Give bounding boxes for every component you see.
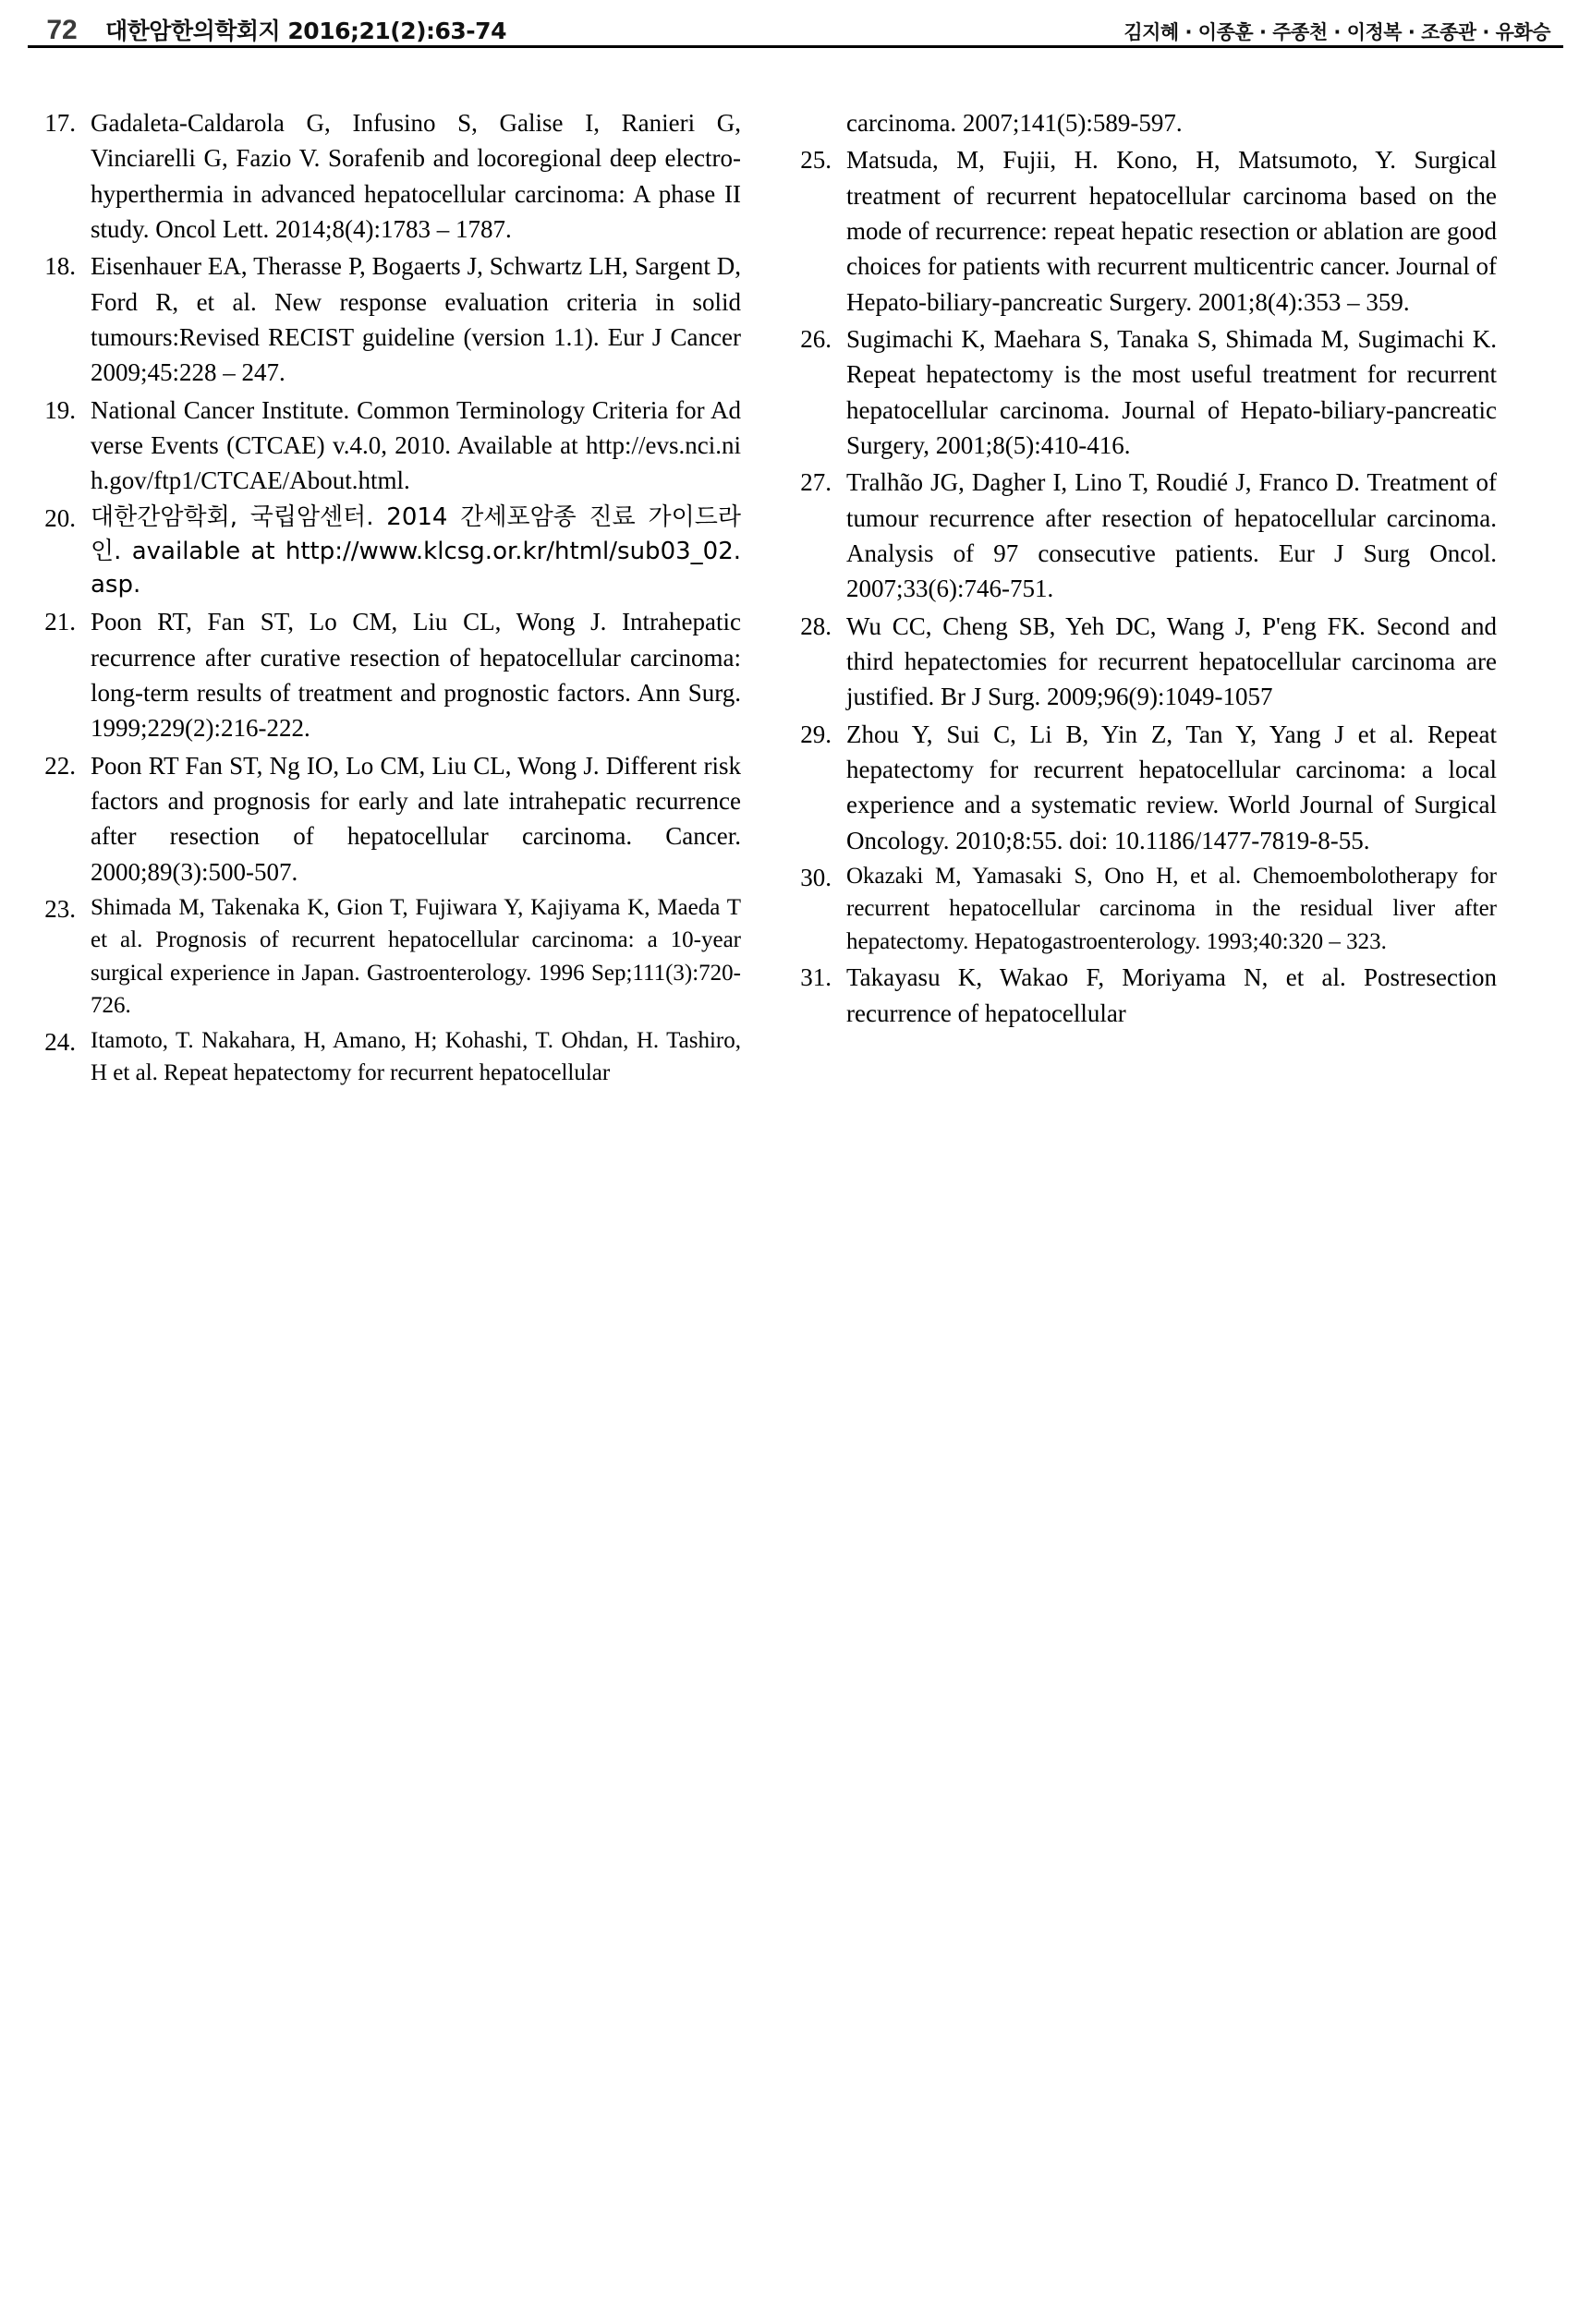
reference-item	[795, 860, 1497, 959]
reference-item	[39, 105, 741, 247]
reference-text: Gadaleta-Caldarola G, Infusino S, Galise I, Ranieri G, Vinciarelli G, Fazio V. Sorafenib and locoregional deep electro-hyperthermia in advanced hepatocellular carcinoma: A phase II study. Oncol Lett. 2014;8(4):1783 – 1787.	[91, 109, 741, 243]
reference-number: 26.	[800, 324, 832, 353]
reference-item	[39, 891, 741, 1023]
reference-number: 24.	[44, 1027, 76, 1056]
reference-text: National Cancer Institute. Common Terminology Criteria for Adverse Events (CTCAE) v.4.0, 2010. Available at http://evs.nci.nih.gov/ftp1/CTCAE/About.html.	[91, 395, 741, 495]
reference-text: Okazaki M, Yamasaki S, Ono H, et al. Chemoembolotherapy for recurrent hepatocellular carcinoma in the residual liver after hepatectomy. Hepatogastroenterology. 1993;40:320 – 323.	[846, 863, 1497, 954]
reference-number: 23.	[44, 894, 76, 923]
reference-item	[795, 321, 1497, 463]
reference-item	[795, 717, 1497, 858]
reference-number: 28.	[800, 611, 832, 640]
reference-text: Wu CC, Cheng SB, Yeh DC, Wang J, P'eng FK. Second and third hepatectomies for recurrent hepatocellular carcinoma are justified. Br J Surg. 2009;96(9):1049-1057	[846, 611, 1497, 711]
journal-citation: 대한암한의학회지 2016;21(2):63-74	[105, 18, 506, 44]
reference-text: Sugimachi K, Maehara S, Tanaka S, Shimada M, Sugimachi K. Repeat hepatectomy is the most useful treatment for recurrent hepatocellular carcinoma. Journal of Hepato-biliary-pancreatic Surgery, 2001;8(5):410-416.	[846, 324, 1497, 459]
reference-number: 25.	[800, 146, 832, 175]
reference-item	[795, 609, 1497, 715]
reference-item	[39, 393, 741, 499]
reference-item	[39, 748, 741, 890]
reference-item	[39, 501, 741, 603]
reference-text: Poon RT Fan ST, Ng IO, Lo CM, Liu CL, Wong J. Different risk factors and prognosis for early and late intrahepatic recurrence after resection of hepatocellular carcinoma. Cancer. 2000;89(3):500-507.	[91, 751, 741, 886]
reference-text: Shimada M, Takenaka K, Gion T, Fujiwara Y, Kajiyama K, Maeda T et al. Prognosis of recurrent hepatocellular carcinoma: a 10-year surgical experience in Japan. Gastroenterology. 1996 Sep;111(3):720-726.	[91, 894, 741, 1019]
reference-item	[795, 960, 1497, 1031]
reference-text: Tralhão JG, Dagher I, Lino T, Roudié J, Franco D. Treatment of tumour recurrence after resection of hepatocellular carcinoma. Analysis of 97 consecutive patients. Eur J Surg Oncol. 2007;33(6):746-751.	[846, 468, 1497, 603]
author-list: 김지혜 · 이종훈 · 주종천 · 이정복 · 조종관 · 유화승	[1123, 21, 1550, 43]
reference-item	[39, 1024, 741, 1090]
reference-number: 17.	[44, 109, 76, 137]
reference-text: Poon RT, Fan ST, Lo CM, Liu CL, Wong J. Intrahepatic recurrence after curative resection of hepatocellular carcinoma: long-term results of treatment and prognostic factors. Ann Surg. 1999;229(2):216-222.	[91, 608, 741, 743]
reference-text: Matsuda, M, Fujii, H. Kono, H, Matsumoto, Y. Surgical treatment of recurrent hepatocellular carcinoma based on the mode of recurrence: repeat hepatic resection or ablation are good choices for patients with recurrent multicentric cancer. Journal of Hepato-biliary-pancreatic Surgery. 2001;8(4):353 – 359.	[846, 146, 1497, 316]
reference-number: 19.	[44, 395, 76, 424]
reference-columns	[28, 48, 1563, 1092]
reference-item-continued	[795, 105, 1497, 140]
reference-number: 22.	[44, 751, 76, 780]
reference-item	[39, 248, 741, 390]
reference-number: 18.	[44, 252, 76, 281]
reference-text: Takayasu K, Wakao F, Moriyama N, et al. Postresection recurrence of hepatocellular	[846, 963, 1497, 1027]
reference-text: Eisenhauer EA, Therasse P, Bogaerts J, Schwartz LH, Sargent D, Ford R, et al. New response evaluation criteria in solid tumours:Revised RECIST guideline (version 1.1). Eur J Cancer 2009;45:228 – 247.	[91, 252, 741, 387]
reference-number: 21.	[44, 608, 76, 636]
reference-text: carcinoma. 2007;141(5):589-597.	[846, 109, 1183, 137]
reference-text: Itamoto, T. Nakahara, H, Amano, H; Kohashi, T. Ohdan, H. Tashiro, H et al. Repeat hepatectomy for recurrent hepatocellular	[91, 1027, 741, 1086]
reference-number: 30.	[800, 863, 832, 891]
reference-text: Zhou Y, Sui C, Li B, Yin Z, Tan Y, Yang J et al. Repeat hepatectomy for recurrent hepatocellular carcinoma: a local experience and a systematic review. World Journal of Surgical Oncology. 2010;8:55. doi: 10.1186/1477-7819-8-55.	[846, 720, 1497, 854]
reference-number: 29.	[800, 720, 832, 748]
reference-number: 20.	[44, 503, 76, 532]
reference-number: 27.	[800, 468, 832, 497]
left-column	[39, 105, 741, 1092]
reference-item	[39, 604, 741, 745]
right-column	[795, 105, 1497, 1092]
reference-item	[795, 142, 1497, 320]
reference-text: 대한간암학회, 국립암센터. 2014 간세포암종 진료 가이드라인. available at http://www.klcsg.or.kr/html/sub03_02.asp.	[91, 502, 741, 599]
reference-number: 31.	[800, 963, 832, 992]
reference-item	[795, 465, 1497, 606]
page-number: 72	[46, 15, 78, 45]
running-head	[28, 0, 1563, 48]
